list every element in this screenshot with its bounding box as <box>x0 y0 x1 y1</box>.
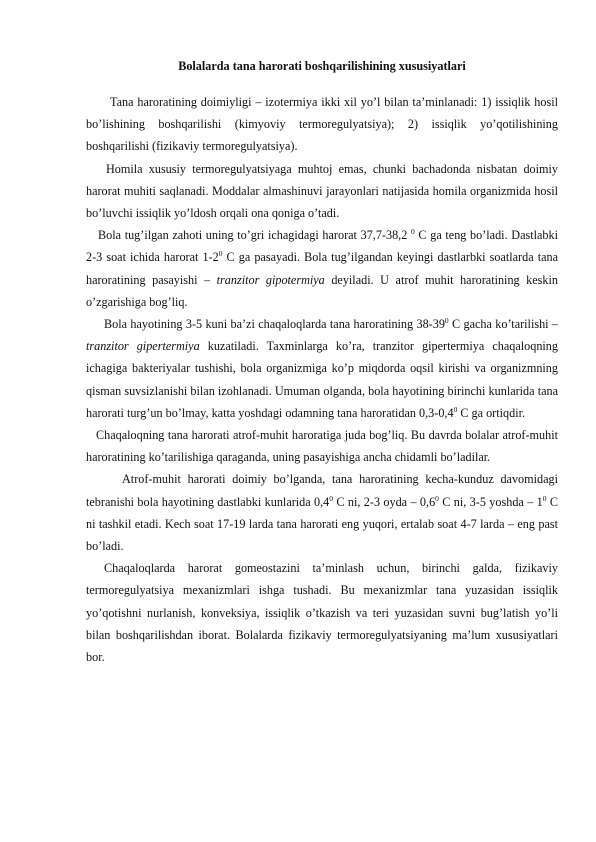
document-page <box>86 58 558 668</box>
degree-superscript: 0 <box>435 493 439 503</box>
text-run: deyiladi. U atrof muhit haroratining keskin o’zgarishiga bog’liq. <box>86 272 558 309</box>
document-title: Bolalarda tana harorati boshqarilishining xususiyatlari <box>178 59 466 73</box>
paragraph-physical-thermoregulation: Chaqaloqlarda harorat gomeostazini ta’minlash uchun, birinchi galda, fizikaviy termoregulyatsiya mexanizmlari ishga tushadi. Bu mexanizmlar tana yuzasidan issiqlik yo’qotishni nurlanish, konveksiya, issiqlik o’tkazish va teri yuzasidan suvni bug’latish yo’li bilan boshqarilishdan iborat. Bolalarda fizikaviy termoregulyatsiyaning ma’lum xususiyatlari bor. <box>86 561 558 665</box>
degree-superscript: 0 <box>542 493 547 503</box>
text-run: kuzatiladi. Taxminlarga ko’ra, tranzitor gipertermiya chaqaloqning ichagiga bakteriyalar tushishi, bola organizmiga ko’p miqdorda oqsil kirishi va organizmning qisman suvsizlanishi bilan izohlanadi. Umuman olganda, bola hayotining birinchi kunlarida tana harorati turg’un bo’lmay, katta yoshdagi odamning tana haroratidan 0,3-0,4 <box>86 339 558 420</box>
degree-superscript: 0 <box>411 227 415 237</box>
paragraph-daily-fluctuation <box>86 468 558 557</box>
text-run: Atrof-muhit harorati doimiy bo’lganda, tana haroratining kecha-kunduz davomidagi tebranishi bola hayotining dastlabki kunlarida 0,4 <box>86 472 558 509</box>
text-run: C ni tashkil etadi. Kech soat 17-19 larda tana harorati eng yuqori, ertalab soat 4-7 larda – eng past bo’ladi. <box>86 494 558 554</box>
text-run: C ni, 3-5 yoshda – 1 <box>438 494 543 509</box>
paragraph-transient-hypothermia <box>86 224 558 313</box>
text-run: Bola tug’ilgan zahoti uning to’gri ichagidagi harorat 37,7-38,2 <box>98 228 411 243</box>
term-emphasis: tranzitor gipotermiya <box>216 272 325 287</box>
text-run: C ga teng bo’ladi. Dastlabki 2-3 soat ichida harorat 1-2 <box>86 228 558 265</box>
text-run: C ni, 2-3 oyda – 0,6 <box>333 494 436 509</box>
degree-superscript: 0 <box>444 315 449 325</box>
text-run: C gacha ko’tarilishi – <box>448 317 558 332</box>
degree-superscript: 0 <box>453 404 458 414</box>
paragraph-environment: Chaqaloqning tana harorati atrof-muhit haroratiga juda bog’liq. Bu davrda bolalar atrof-muhit haroratining ko’tarilishiga qaraganda, uning pasayishiga ancha chidamli bo’ladilar. <box>86 428 558 465</box>
paragraph-fetus: Homila xususiy termoregulyatsiyaga muhtoj emas, chunki bachadonda nisbatan doimiy harorat muhiti saqlanadi. Moddalar almashinuvi jarayonlari natijasida homila organizmida hosil bo’luvchi issiqlik yo’ldosh orqali ona qoniga o’tadi. <box>86 161 558 221</box>
degree-superscript: 0 <box>218 249 223 259</box>
term-emphasis: tranzitor gipertermiya <box>86 339 200 354</box>
text-run: C ga ortiqdir. <box>457 405 526 420</box>
text-run: Bola hayotining 3-5 kuni ba’zi chaqaloqlarda tana haroratining 38-39 <box>104 317 445 332</box>
paragraph-transient-hyperthermia <box>86 313 558 424</box>
paragraph-isothermy: Tana haroratining doimiyligi – izotermiya ikki xil yo’l bilan ta’minlanadi: 1) issiqlik hosil bo’lishining boshqarilishi (kimyoviy termoregulyatsiya); 2) issiqlik yo’qotilishining boshqarilishi (fizikaviy termoregulyatsiya). <box>86 95 558 154</box>
text-run: C ga pasayadi. Bola tug’ilgandan keyingi dastlarbki soatlarda tana haroratining pasayishi – <box>86 250 558 287</box>
degree-superscript: 0 <box>329 493 334 503</box>
